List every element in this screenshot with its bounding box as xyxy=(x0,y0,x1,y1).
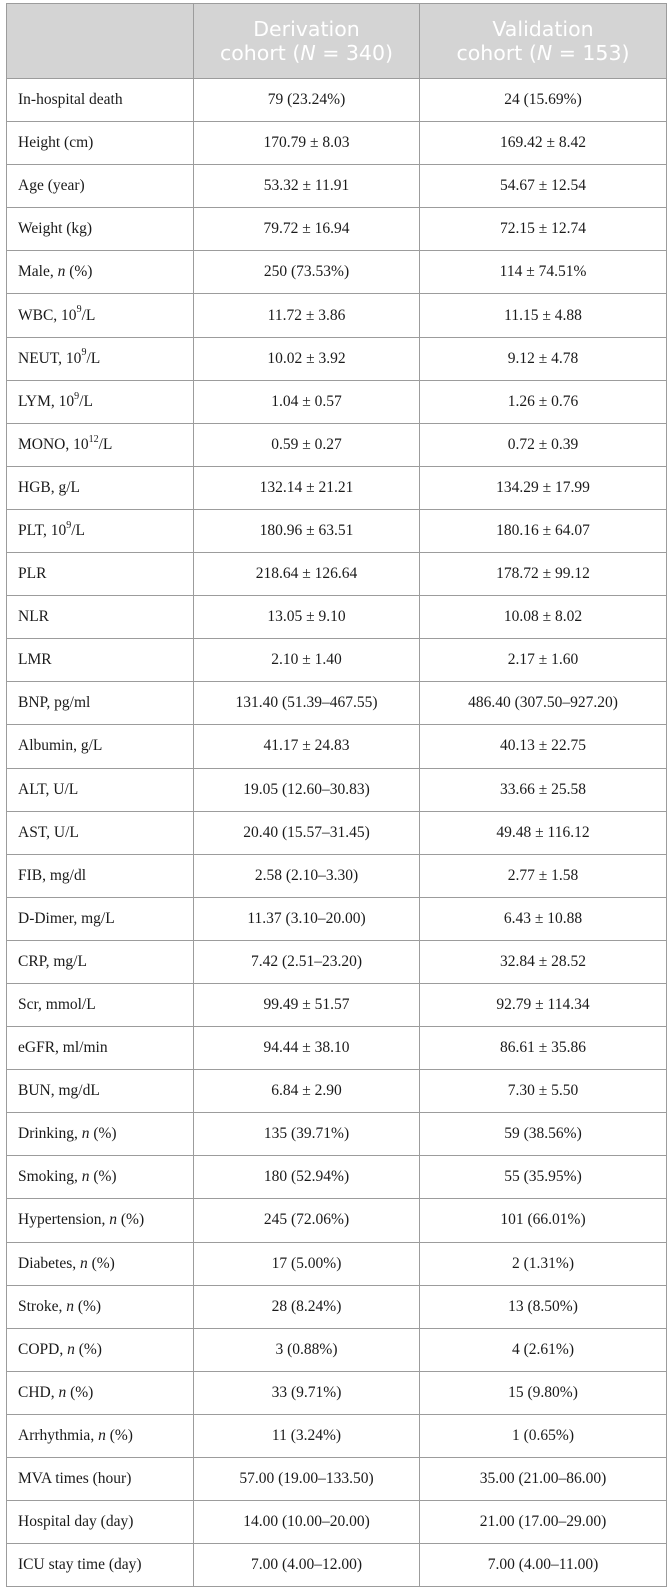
validation-value: 35.00 (21.00–86.00) xyxy=(420,1458,667,1501)
row-label xyxy=(7,1501,194,1544)
table-row xyxy=(7,509,667,552)
table-row xyxy=(7,940,667,983)
row-label-text: WBC, 10 xyxy=(18,306,77,324)
derivation-value: 11.37 (3.10–20.00) xyxy=(194,897,420,940)
row-label xyxy=(7,165,194,208)
cohort-characteristics-table xyxy=(6,3,667,1587)
row-label xyxy=(7,1414,194,1457)
row-label-suffix: /L xyxy=(98,435,113,453)
validation-value: 54.67 ± 12.54 xyxy=(420,165,667,208)
row-label xyxy=(7,423,194,466)
row-label-text: Scr, mmol/L xyxy=(18,996,96,1014)
table-row xyxy=(7,1156,667,1199)
row-label xyxy=(7,122,194,165)
validation-value: 2.77 ± 1.58 xyxy=(420,854,667,897)
row-label xyxy=(7,1458,194,1501)
derivation-value: 170.79 ± 8.03 xyxy=(194,122,420,165)
row-label-italic: n xyxy=(81,1168,90,1186)
header-derivation-line1: Derivation xyxy=(253,17,360,41)
row-label-superscript: 9 xyxy=(76,304,82,316)
table-row xyxy=(7,251,667,294)
table-row xyxy=(7,165,667,208)
row-label-italic: n xyxy=(79,1254,88,1272)
derivation-value: 11 (3.24%) xyxy=(194,1414,420,1457)
derivation-value: 131.40 (51.39–467.55) xyxy=(194,682,420,725)
table-row xyxy=(7,897,667,940)
row-label-text: Diabetes, xyxy=(18,1254,80,1272)
row-label xyxy=(7,79,194,122)
row-label-italic: n xyxy=(57,263,66,281)
validation-value: 33.66 ± 25.58 xyxy=(420,768,667,811)
table-row xyxy=(7,337,667,380)
validation-value: 9.12 ± 4.78 xyxy=(420,337,667,380)
table-row xyxy=(7,1458,667,1501)
derivation-value: 99.49 ± 51.57 xyxy=(194,983,420,1026)
row-label-text: Age (year) xyxy=(18,177,85,195)
validation-value: 92.79 ± 114.34 xyxy=(420,983,667,1026)
table-row xyxy=(7,725,667,768)
derivation-value: 7.42 (2.51–23.20) xyxy=(194,940,420,983)
validation-value: 11.15 ± 4.88 xyxy=(420,294,667,337)
row-label-text: Hospital day (day) xyxy=(18,1513,134,1531)
derivation-value: 11.72 ± 3.86 xyxy=(194,294,420,337)
row-label xyxy=(7,553,194,596)
table-row xyxy=(7,1285,667,1328)
row-label-text: D-Dimer, mg/L xyxy=(18,909,115,927)
row-label xyxy=(7,509,194,552)
table-row xyxy=(7,122,667,165)
validation-value: 1 (0.65%) xyxy=(420,1414,667,1457)
row-label-italic: n xyxy=(66,1297,74,1315)
row-label xyxy=(7,897,194,940)
row-label-text: Arrhythmia, xyxy=(18,1426,99,1444)
validation-value: 2 (1.31%) xyxy=(420,1242,667,1285)
row-label xyxy=(7,380,194,423)
derivation-value: 79.72 ± 16.94 xyxy=(194,208,420,251)
row-label xyxy=(7,1070,194,1113)
row-label xyxy=(7,1285,194,1328)
derivation-value: 20.40 (15.57–31.45) xyxy=(194,811,420,854)
row-label-suffix: /L xyxy=(86,349,101,367)
table-row xyxy=(7,466,667,509)
table-row xyxy=(7,639,667,682)
derivation-value: 41.17 ± 24.83 xyxy=(194,725,420,768)
validation-value: 40.13 ± 22.75 xyxy=(420,725,667,768)
row-label xyxy=(7,1544,194,1587)
validation-value: 15 (9.80%) xyxy=(420,1371,667,1414)
header-derivation-n: N xyxy=(300,41,316,65)
table-row xyxy=(7,79,667,122)
row-label-suffix: /L xyxy=(79,392,93,410)
row-label-italic: n xyxy=(58,1383,67,1401)
validation-value: 180.16 ± 64.07 xyxy=(420,509,667,552)
derivation-value: 2.58 (2.10–3.30) xyxy=(194,854,420,897)
row-label-suffix: (%) xyxy=(73,1297,102,1315)
row-label-text: FIB, mg/dl xyxy=(18,866,87,884)
row-label xyxy=(7,854,194,897)
row-label-text: ALT, U/L xyxy=(18,780,79,798)
row-label-superscript: 9 xyxy=(74,390,80,402)
row-label-italic: n xyxy=(67,1340,75,1358)
header-validation-n: N xyxy=(536,41,553,65)
derivation-value: 57.00 (19.00–133.50) xyxy=(194,1458,420,1501)
table-row xyxy=(7,423,667,466)
validation-value: 6.43 ± 10.88 xyxy=(420,897,667,940)
row-label-superscript: 12 xyxy=(88,433,99,445)
table-row xyxy=(7,596,667,639)
validation-value: 2.17 ± 1.60 xyxy=(420,639,667,682)
derivation-value: 245 (72.06%) xyxy=(194,1199,420,1242)
row-label-text: NLR xyxy=(18,608,49,626)
derivation-value: 135 (39.71%) xyxy=(194,1113,420,1156)
validation-value: 134.29 ± 17.99 xyxy=(420,466,667,509)
validation-value: 13 (8.50%) xyxy=(420,1285,667,1328)
validation-value: 55 (35.95%) xyxy=(420,1156,667,1199)
table-row xyxy=(7,1414,667,1457)
row-label xyxy=(7,725,194,768)
derivation-value: 33 (9.71%) xyxy=(194,1371,420,1414)
derivation-value: 94.44 ± 38.10 xyxy=(194,1027,420,1070)
row-label xyxy=(7,1113,194,1156)
row-label-text: COPD, xyxy=(18,1340,68,1358)
row-label xyxy=(7,466,194,509)
row-label-text: Male, xyxy=(18,263,58,281)
table-row xyxy=(7,380,667,423)
validation-value: 4 (2.61%) xyxy=(420,1328,667,1371)
row-label-text: Drinking, xyxy=(18,1125,82,1143)
row-label-text: eGFR, ml/min xyxy=(18,1039,108,1057)
row-label-text: BNP, pg/ml xyxy=(18,694,91,712)
row-label xyxy=(7,940,194,983)
row-label-suffix: (%) xyxy=(87,1254,115,1272)
table-row xyxy=(7,1328,667,1371)
validation-value: 21.00 (17.00–29.00) xyxy=(420,1501,667,1544)
validation-value: 486.40 (307.50–927.20) xyxy=(420,682,667,725)
derivation-value: 250 (73.53%) xyxy=(194,251,420,294)
row-label-text: Albumin, g/L xyxy=(18,737,103,755)
row-label-text: AST, U/L xyxy=(18,823,79,841)
row-label xyxy=(7,1371,194,1414)
row-label-suffix: /L xyxy=(71,521,86,539)
validation-value: 0.72 ± 0.39 xyxy=(420,423,667,466)
row-label-text: PLT, 10 xyxy=(18,521,67,539)
row-label-text: Weight (kg) xyxy=(18,220,93,238)
derivation-value: 218.64 ± 126.64 xyxy=(194,553,420,596)
header-derivation-cohort xyxy=(194,4,420,79)
validation-value: 178.72 ± 99.12 xyxy=(420,553,667,596)
row-label-suffix: (%) xyxy=(66,1383,94,1401)
row-label-text: In-hospital death xyxy=(18,91,123,109)
row-label-superscript: 9 xyxy=(81,347,87,359)
derivation-value: 1.04 ± 0.57 xyxy=(194,380,420,423)
row-label-text: PLR xyxy=(18,565,47,583)
table-row xyxy=(7,208,667,251)
row-label-suffix: (%) xyxy=(89,1125,117,1143)
row-label-text: Hypertension, xyxy=(18,1211,110,1229)
derivation-value: 0.59 ± 0.27 xyxy=(194,423,420,466)
header-validation-line1: Validation xyxy=(492,17,594,41)
row-label xyxy=(7,1156,194,1199)
header-validation-cohort xyxy=(420,4,667,79)
derivation-value: 14.00 (10.00–20.00) xyxy=(194,1501,420,1544)
validation-value: 86.61 ± 35.86 xyxy=(420,1027,667,1070)
validation-value: 24 (15.69%) xyxy=(420,79,667,122)
validation-value: 10.08 ± 8.02 xyxy=(420,596,667,639)
row-label xyxy=(7,1328,194,1371)
row-label-suffix: (%) xyxy=(89,1168,117,1186)
row-label-text: CHD, xyxy=(18,1383,59,1401)
header-row xyxy=(7,4,667,79)
validation-value: 59 (38.56%) xyxy=(420,1113,667,1156)
row-label-superscript: 9 xyxy=(66,519,72,531)
header-derivation-prefix: cohort ( xyxy=(219,41,301,65)
row-label xyxy=(7,251,194,294)
row-label xyxy=(7,1242,194,1285)
validation-value: 7.30 ± 5.50 xyxy=(420,1070,667,1113)
row-label-suffix: /L xyxy=(81,306,96,324)
derivation-value: 2.10 ± 1.40 xyxy=(194,639,420,682)
row-label xyxy=(7,983,194,1026)
table-row xyxy=(7,553,667,596)
row-label-text: Stroke, xyxy=(18,1297,67,1315)
row-label-text: LMR xyxy=(18,651,52,669)
derivation-value: 17 (5.00%) xyxy=(194,1242,420,1285)
validation-value: 1.26 ± 0.76 xyxy=(420,380,667,423)
derivation-value: 13.05 ± 9.10 xyxy=(194,596,420,639)
row-label-italic: n xyxy=(109,1211,118,1229)
table-row xyxy=(7,1070,667,1113)
row-label xyxy=(7,811,194,854)
row-label-text: LYM, 10 xyxy=(18,392,75,410)
validation-value: 169.42 ± 8.42 xyxy=(420,122,667,165)
row-label xyxy=(7,596,194,639)
derivation-value: 19.05 (12.60–30.83) xyxy=(194,768,420,811)
table-row xyxy=(7,682,667,725)
table-body xyxy=(7,79,667,1587)
row-label-suffix: (%) xyxy=(105,1426,133,1444)
row-label-suffix: (%) xyxy=(74,1340,102,1358)
derivation-value: 53.32 ± 11.91 xyxy=(194,165,420,208)
row-label-text: HGB, g/L xyxy=(18,478,80,496)
table-row xyxy=(7,1371,667,1414)
row-label-text: MONO, 10 xyxy=(18,435,89,453)
row-label-text: NEUT, 10 xyxy=(18,349,82,367)
table-row xyxy=(7,1199,667,1242)
row-label xyxy=(7,1027,194,1070)
derivation-value: 6.84 ± 2.90 xyxy=(194,1070,420,1113)
row-label xyxy=(7,294,194,337)
table-row xyxy=(7,1027,667,1070)
row-label xyxy=(7,337,194,380)
row-label-suffix: (%) xyxy=(117,1211,145,1229)
table-row xyxy=(7,1113,667,1156)
row-label-text: ICU stay time (day) xyxy=(18,1556,142,1574)
validation-value: 114 ± 74.51% xyxy=(420,251,667,294)
row-label xyxy=(7,768,194,811)
row-label-text: MVA times (hour) xyxy=(18,1470,132,1488)
table-row xyxy=(7,1501,667,1544)
header-validation-suffix: = 153) xyxy=(552,41,630,65)
table-header xyxy=(7,4,667,79)
validation-value: 49.48 ± 116.12 xyxy=(420,811,667,854)
table-row xyxy=(7,854,667,897)
validation-value: 101 (66.01%) xyxy=(420,1199,667,1242)
row-label-text: Height (cm) xyxy=(18,134,94,152)
row-label xyxy=(7,208,194,251)
validation-value: 32.84 ± 28.52 xyxy=(420,940,667,983)
row-label-text: CRP, mg/L xyxy=(18,952,87,970)
table-row xyxy=(7,768,667,811)
validation-value: 72.15 ± 12.74 xyxy=(420,208,667,251)
table-row xyxy=(7,294,667,337)
derivation-value: 10.02 ± 3.92 xyxy=(194,337,420,380)
row-label-suffix: (%) xyxy=(65,263,93,281)
row-label-italic: n xyxy=(81,1125,90,1143)
derivation-value: 28 (8.24%) xyxy=(194,1285,420,1328)
row-label xyxy=(7,682,194,725)
derivation-value: 7.00 (4.00–12.00) xyxy=(194,1544,420,1587)
derivation-value: 180.96 ± 63.51 xyxy=(194,509,420,552)
row-label xyxy=(7,639,194,682)
derivation-value: 132.14 ± 21.21 xyxy=(194,466,420,509)
derivation-value: 180 (52.94%) xyxy=(194,1156,420,1199)
validation-value: 7.00 (4.00–11.00) xyxy=(420,1544,667,1587)
table-row xyxy=(7,811,667,854)
header-derivation-suffix: = 340) xyxy=(315,41,394,65)
derivation-value: 3 (0.88%) xyxy=(194,1328,420,1371)
derivation-value: 79 (23.24%) xyxy=(194,79,420,122)
header-validation-prefix: cohort ( xyxy=(456,41,537,65)
table-row xyxy=(7,983,667,1026)
row-label-text: BUN, mg/dL xyxy=(18,1082,100,1100)
table-row xyxy=(7,1242,667,1285)
table-row xyxy=(7,1544,667,1587)
row-label xyxy=(7,1199,194,1242)
header-variable xyxy=(7,4,194,79)
row-label-italic: n xyxy=(98,1426,106,1444)
row-label-text: Smoking, xyxy=(18,1168,82,1186)
